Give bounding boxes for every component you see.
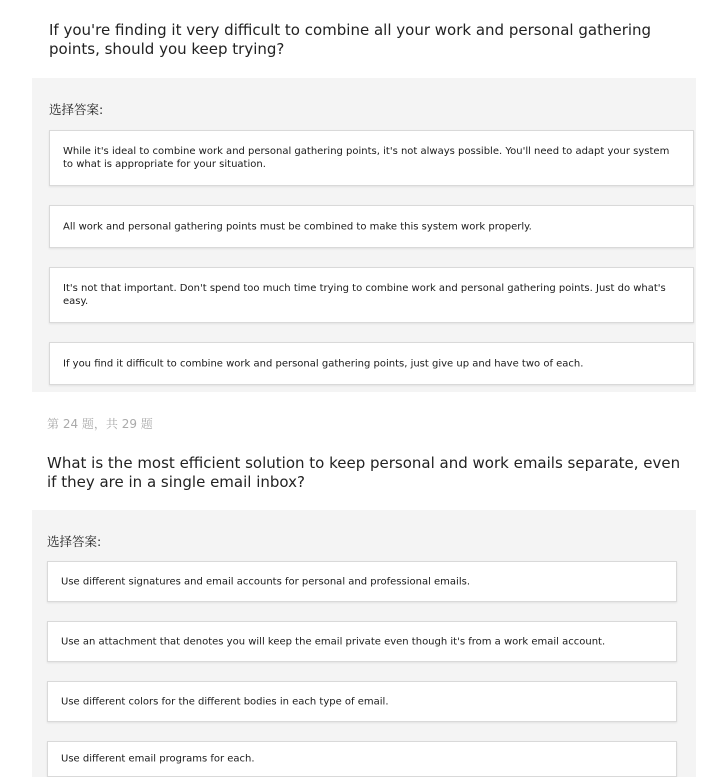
question-1-select-label: 选择答案: — [49, 102, 104, 117]
question-2-title: What is the most efficient solution to keep personal and work emails separate, even if they are in a single email inbox? — [47, 454, 681, 491]
question-1-option-1[interactable] — [49, 130, 694, 186]
question-1-option-3[interactable] — [49, 267, 694, 323]
option-text: Use different colors for the different bodies in each type of email. — [61, 696, 389, 707]
question-2-select-label: 选择答案: — [47, 534, 102, 549]
question-2-option-3[interactable] — [47, 681, 677, 722]
option-text: Use different email programs for each. — [61, 753, 255, 765]
question-2-option-4[interactable] — [47, 741, 677, 777]
option-text: If you find it difficult to combine work and personal gathering points, just give up and have two of each. — [63, 358, 584, 369]
option-text: All work and personal gathering points must be combined to make this system work properly. — [63, 221, 532, 232]
question-1-title: If you're finding it very difficult to combine all your work and personal gathering points, should you keep trying? — [49, 21, 652, 58]
question-1-option-4[interactable] — [49, 342, 694, 385]
option-text: Use different signatures and email accounts for personal and professional emails. — [61, 576, 470, 587]
question-progress: 第 24 题，共 29 题 — [47, 417, 153, 431]
option-text: Use an attachment that denotes you will keep the email private even though it's from a work email account. — [61, 636, 606, 647]
option-text: It's not that important. Don't spend too much time trying to combine work and personal gathering points. Just do what's easy. — [63, 283, 666, 307]
question-2-option-1[interactable] — [47, 561, 677, 602]
question-1-option-2[interactable] — [49, 205, 694, 248]
question-2-answer-panel — [32, 510, 696, 777]
option-text: While it's ideal to combine work and personal gathering points, it's not always possible. You'll need to adapt your system to what is appropriate for your situation. — [63, 146, 670, 170]
question-1-answer-panel — [32, 78, 696, 392]
question-2-option-2[interactable] — [47, 621, 677, 662]
